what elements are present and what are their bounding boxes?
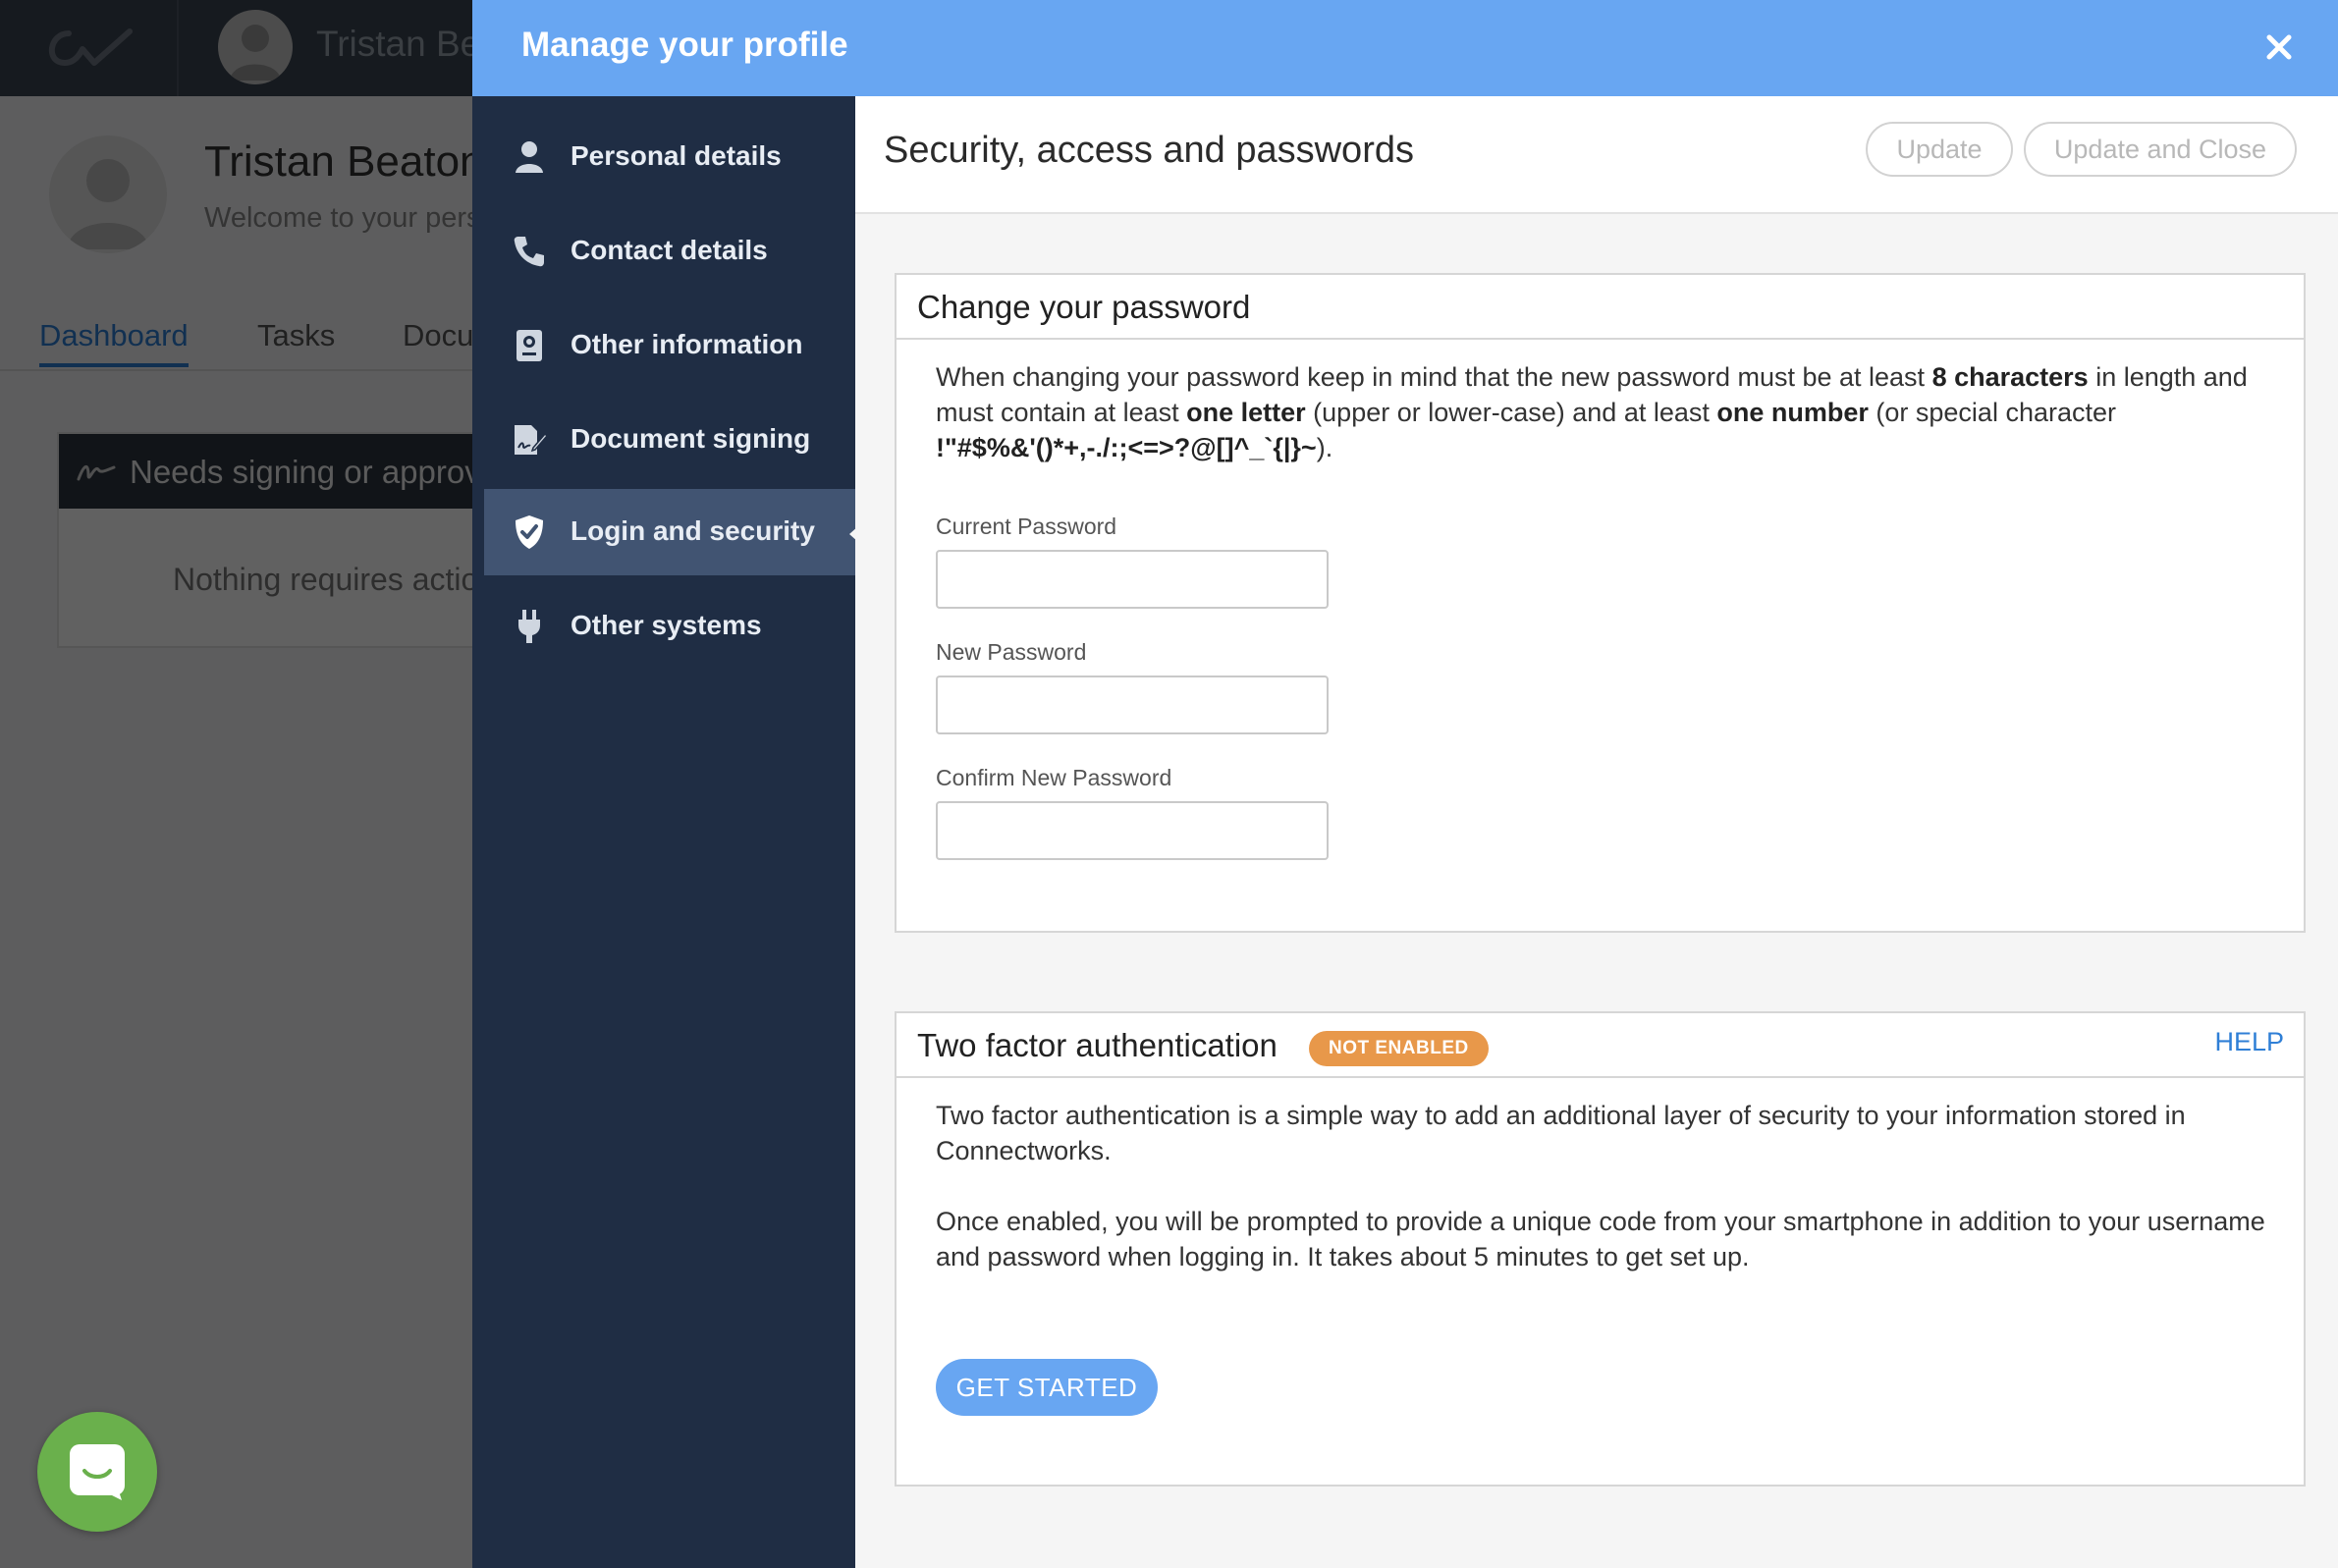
person-icon [510,137,549,177]
nav-label: Other systems [571,610,762,640]
nav-item-other-systems[interactable] [484,583,855,670]
two-factor-panel [895,1011,2306,1487]
modal-header [472,0,2338,96]
nav-item-contact-details[interactable] [484,208,855,295]
modal-backdrop[interactable] [0,0,472,1568]
new-password-input[interactable] [936,676,1329,734]
nav-item-document-signing[interactable] [484,397,855,483]
nav-label: Login and security [571,515,815,546]
current-password-label: Current Password [936,514,1117,539]
manage-profile-modal [472,0,2338,1568]
help-link[interactable]: HELP [2214,1027,2284,1056]
current-password-input[interactable] [936,550,1329,609]
panel-header [897,275,2304,340]
confirm-password-label: Confirm New Password [936,765,1172,790]
panel-title: Two factor authentication [917,1027,1278,1063]
chat-icon [67,1441,128,1502]
document-sign-icon [510,420,549,460]
chat-launcher-button[interactable] [37,1412,157,1532]
nav-label: Contact details [571,235,768,265]
phone-icon [510,232,549,271]
get-started-button[interactable]: GET STARTED [936,1359,1158,1416]
password-requirements-text: When changing your password keep in mind that the new password must be at least 8 characters in length and must contain at least one letter (upper or lower-case) and at least one number (or special character !"#$%&'()*+,-./:;<=>?@[]^_`{|}~). [936,362,2248,462]
content-header [855,96,2338,214]
panel-title: Change your password [917,289,1251,325]
update-and-close-button[interactable]: Update and Close [2024,122,2297,177]
close-icon[interactable] [2259,27,2299,67]
tfa-description: Two factor authentication is a simple way to add an additional layer of security to your information stored in Connectworks. [936,1101,2186,1165]
profile-side-nav [472,96,855,1568]
nav-label: Document signing [571,423,811,454]
status-badge: NOT ENABLED [1309,1031,1489,1066]
security-content [855,96,2338,1568]
change-password-panel [895,273,2306,933]
plug-icon [510,607,549,646]
new-password-label: New Password [936,639,1087,665]
nav-label: Other information [571,329,803,359]
shield-check-icon [510,513,549,552]
nav-item-login-security[interactable] [484,489,855,575]
confirm-password-input[interactable] [936,801,1329,860]
nav-item-other-information[interactable] [484,302,855,389]
page-title: Security, access and passwords [884,130,1414,171]
nav-item-personal-details[interactable] [484,114,855,200]
id-card-icon [510,326,549,365]
panel-header [897,1013,2304,1078]
tfa-instructions: Once enabled, you will be prompted to provide a unique code from your smartphone in addition to your username and password when logging in. It takes about 5 minutes to get set up. [936,1207,2265,1271]
update-button[interactable]: Update [1866,122,2013,177]
nav-label: Personal details [571,140,782,171]
modal-title: Manage your profile [521,26,848,64]
background-app [0,0,472,1568]
